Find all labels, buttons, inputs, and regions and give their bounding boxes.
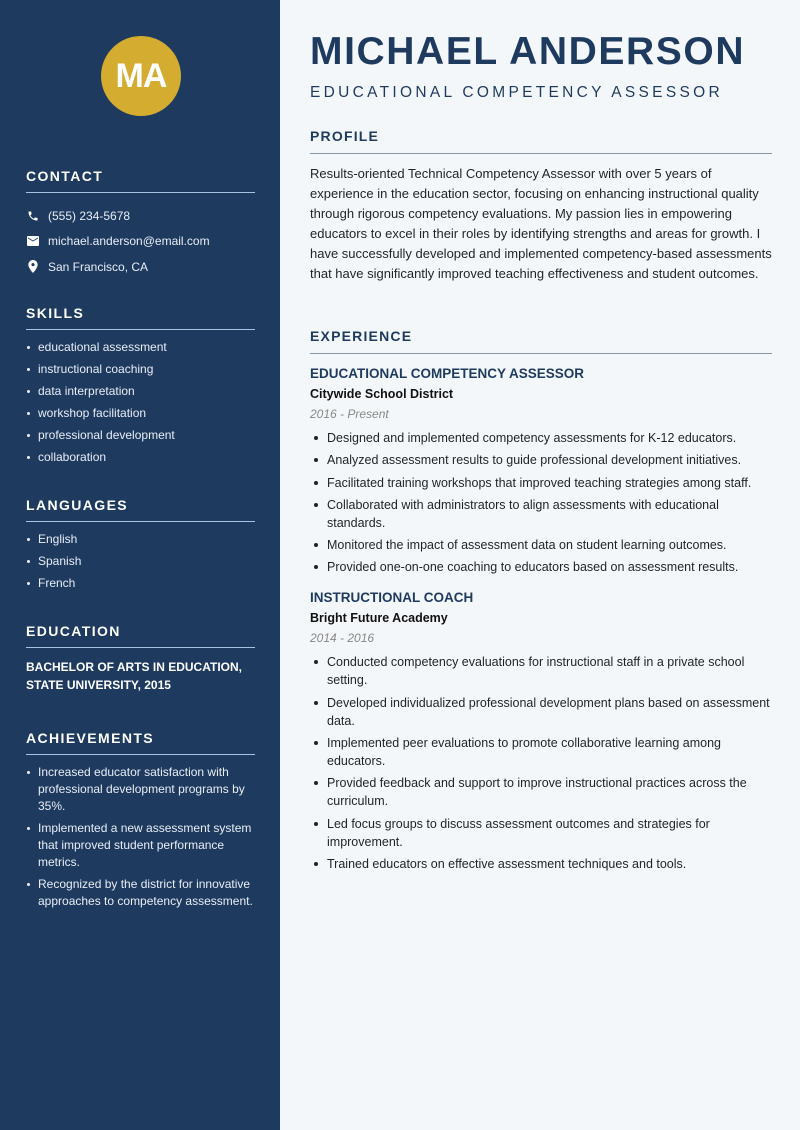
- phone-icon: [26, 209, 40, 223]
- achievement-item: Recognized by the district for innovative approaches to competency assessment.: [26, 876, 255, 910]
- skill-item: professional development: [26, 427, 255, 444]
- job-dates: 2016 - Present: [310, 407, 389, 421]
- education-title: EDUCATION: [26, 623, 255, 648]
- candidate-title: EDUCATIONAL COMPETENCY ASSESSOR: [310, 84, 723, 101]
- job-entry: [310, 366, 772, 576]
- contact-section: [26, 168, 255, 280]
- email-icon: [26, 234, 40, 248]
- education-section: [26, 623, 255, 694]
- job-bullet: Trained educators on effective assessment techniques and tools.: [310, 855, 772, 873]
- job-company: Bright Future Academy: [310, 611, 448, 626]
- job-bullet: Designed and implemented competency assessments for K-12 educators.: [310, 429, 772, 447]
- job-bullet: Analyzed assessment results to guide professional development initiatives.: [310, 451, 772, 469]
- achievement-item: Increased educator satisfaction with professional development programs by 35%.: [26, 764, 255, 815]
- languages-title: LANGUAGES: [26, 497, 255, 522]
- sidebar: [0, 0, 280, 1130]
- language-item: Spanish: [26, 553, 255, 570]
- skill-item: workshop facilitation: [26, 405, 255, 422]
- job-bullet: Provided feedback and support to improve instructional practices across the curriculum.: [310, 774, 772, 810]
- achievements-section: [26, 730, 255, 915]
- skills-list: [26, 339, 255, 466]
- job-bullet: Facilitated training workshops that improved teaching strategies among staff.: [310, 474, 772, 492]
- contact-location: [26, 254, 255, 280]
- job-bullet: Collaborated with administrators to align assessments with educational standards.: [310, 496, 772, 532]
- profile-title: PROFILE: [310, 128, 772, 154]
- job-bullet: Led focus groups to discuss assessment outcomes and strategies for improvement.: [310, 815, 772, 851]
- job-bullets: [310, 653, 772, 872]
- profile-summary: Results-oriented Technical Competency Assessor with over 5 years of experience in the education sector, focusing on enhancing instructional quality through rigorous competency evaluations. My passion lies in empowering educators to excel in their roles by identifying strengths and areas for growth. I have successfully developed and implemented competency-based assessments that have significantly improved teaching effectiveness and student outcomes.: [310, 166, 772, 282]
- profile-section: [310, 128, 772, 285]
- language-item: French: [26, 575, 255, 592]
- job-bullet: Conducted competency evaluations for instructional staff in a private school setting.: [310, 653, 772, 689]
- job-bullet: Monitored the impact of assessment data on student learning outcomes.: [310, 536, 772, 554]
- skill-item: educational assessment: [26, 339, 255, 356]
- job-bullet: Provided one-on-one coaching to educators based on assessment results.: [310, 558, 772, 576]
- contact-list: [26, 203, 255, 280]
- job-bullets: [310, 429, 772, 576]
- contact-email-text: michael.anderson@email.com: [48, 234, 210, 249]
- education-degree: BACHELOR OF ARTS IN EDUCATION, STATE UNIVERSITY, 2015: [26, 660, 242, 692]
- job-title: EDUCATIONAL COMPETENCY ASSESSOR: [310, 366, 585, 381]
- job-bullet: Developed individualized professional development plans based on assessment data.: [310, 694, 772, 730]
- job-title: INSTRUCTIONAL COACH: [310, 590, 474, 606]
- location-pin-icon: [26, 260, 40, 274]
- languages-list: [26, 531, 255, 592]
- job-bullet: Implemented peer evaluations to promote collaborative learning among educators.: [310, 734, 772, 770]
- language-item: English: [26, 531, 255, 548]
- contact-title: CONTACT: [26, 168, 255, 193]
- experience-section: [310, 328, 772, 877]
- skill-item: collaboration: [26, 449, 255, 466]
- contact-email: [26, 229, 255, 255]
- contact-phone: [26, 203, 255, 229]
- achievement-item: Implemented a new assessment system that improved student performance metrics.: [26, 820, 255, 871]
- skill-item: data interpretation: [26, 383, 255, 400]
- achievements-title: ACHIEVEMENTS: [26, 730, 255, 755]
- candidate-name: MICHAEL ANDERSON: [310, 30, 746, 73]
- experience-title: EXPERIENCE: [310, 328, 772, 354]
- skill-item: instructional coaching: [26, 361, 255, 378]
- skills-section: [26, 305, 255, 471]
- skills-title: SKILLS: [26, 305, 255, 330]
- languages-section: [26, 497, 255, 597]
- job-dates: 2014 - 2016: [310, 631, 375, 646]
- job-company: Citywide School District: [310, 387, 454, 401]
- contact-phone-text: (555) 234-5678: [48, 208, 131, 223]
- job-entry: [310, 590, 772, 872]
- contact-location-text: San Francisco, CA: [48, 259, 149, 274]
- achievements-list: [26, 764, 255, 910]
- avatar: MA: [101, 36, 181, 116]
